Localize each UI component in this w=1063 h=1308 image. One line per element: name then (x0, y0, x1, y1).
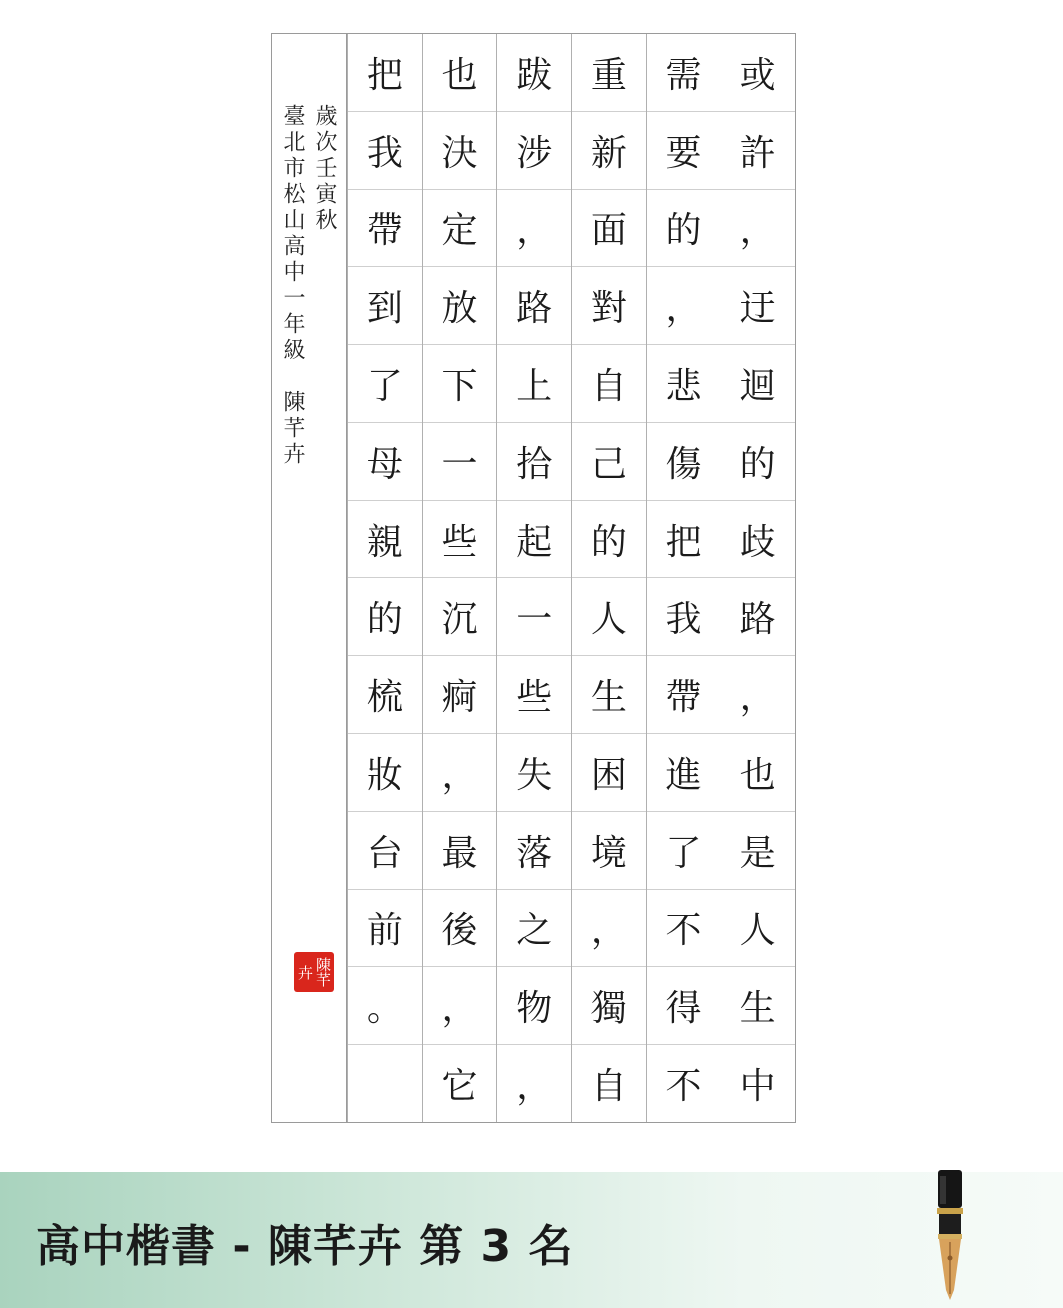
grid-cell: 親 (348, 501, 422, 579)
grid-cell: 痾 (423, 656, 497, 734)
grid-cell (348, 1045, 422, 1122)
grid-cell: 定 (423, 190, 497, 268)
grid-cell: ， (720, 190, 795, 268)
grid-cell: 人 (572, 578, 646, 656)
grid-cell: 母 (348, 423, 422, 501)
grid-cell: 放 (423, 267, 497, 345)
grid-cell: 把 (647, 501, 721, 579)
grid-cell: 些 (497, 656, 571, 734)
grid-cell: 困 (572, 734, 646, 812)
grid-cell: 之 (497, 890, 571, 968)
grid-cell: 是 (720, 812, 795, 890)
inscription-column (272, 34, 347, 1122)
inscription-text: 歲次壬寅秋 臺北市松山高中一年級 陳芊卉 (280, 104, 337, 468)
grid-cell: 台 (348, 812, 422, 890)
grid-cell: ， (423, 734, 497, 812)
grid-cell: 迂 (720, 267, 795, 345)
grid-cell: ， (516, 1066, 553, 1108)
grid-cell: 我 (647, 578, 721, 656)
grid-cell: 面 (572, 190, 646, 268)
fountain-pen-icon (930, 1170, 970, 1300)
grid-cell: 悲 (647, 345, 721, 423)
red-seal-stamp: 陳芊卉 (294, 952, 334, 992)
grid-cell: 許 (720, 112, 795, 190)
grid-cell: 進 (647, 734, 721, 812)
grid-cell: 起 (497, 501, 571, 579)
grid-cell: ， (572, 890, 646, 968)
grid-cell: 新 (572, 112, 646, 190)
grid-cell: 中 (739, 1066, 776, 1108)
grid-cell: 梳 (348, 656, 422, 734)
award-caption: 高中楷書 - 陳芊卉 第 3 名 (36, 1221, 574, 1272)
grid-cell: 自 (590, 1066, 627, 1108)
grid-cell: 迴 (720, 345, 795, 423)
grid-cell: 妝 (348, 734, 422, 812)
grid-cell: 了 (348, 345, 422, 423)
grid-cell: 需 (647, 34, 721, 112)
calligraphy-sheet (271, 33, 796, 1123)
grid-cell: ， (497, 190, 571, 268)
grid-cell: 跋 (497, 34, 571, 112)
caption-banner (0, 1172, 1063, 1308)
grid-cell: 帶 (348, 190, 422, 268)
grid-cell: 後 (423, 890, 497, 968)
grid-cell: 路 (720, 578, 795, 656)
grid-cell: 自 (572, 345, 646, 423)
grid-cell: 的 (348, 578, 422, 656)
grid-column (720, 34, 795, 1122)
grid-cell: 一 (497, 578, 571, 656)
grid-cell: 拾 (497, 423, 571, 501)
grid-column (347, 34, 422, 1122)
grid-cell: 它 (441, 1066, 478, 1108)
grid-cell: 。 (348, 967, 422, 1045)
grid-cell: 涉 (497, 112, 571, 190)
grid-cell: 最 (423, 812, 497, 890)
grid-cell: 落 (497, 812, 571, 890)
grid-column (571, 34, 646, 1122)
grid-cell: 得 (647, 967, 721, 1045)
grid-cell: 了 (647, 812, 721, 890)
grid-cell: 對 (572, 267, 646, 345)
grid-cell: 失 (497, 734, 571, 812)
grid-cell: ， (647, 267, 721, 345)
grid-cell: 下 (423, 345, 497, 423)
grid-cell: 也 (423, 34, 497, 112)
grid-column (422, 34, 497, 1122)
grid-cell: 人 (720, 890, 795, 968)
character-grid (347, 34, 795, 1122)
grid-cell: 也 (720, 734, 795, 812)
grid-cell: 重 (572, 34, 646, 112)
grid-cell: 上 (497, 345, 571, 423)
grid-cell: 些 (423, 501, 497, 579)
grid-cell: 傷 (647, 423, 721, 501)
grid-cell: 要 (647, 112, 721, 190)
grid-cell: 獨 (572, 967, 646, 1045)
grid-cell: 物 (497, 967, 571, 1045)
grid-column (646, 34, 721, 1122)
grid-cell: 沉 (423, 578, 497, 656)
grid-cell: 境 (572, 812, 646, 890)
grid-column (496, 34, 571, 1122)
grid-cell: 路 (497, 267, 571, 345)
grid-cell: 的 (572, 501, 646, 579)
grid-cell: 己 (572, 423, 646, 501)
grid-cell: 不 (665, 1066, 702, 1108)
grid-cell: ， (720, 656, 795, 734)
grid-cell: 到 (348, 267, 422, 345)
grid-cell: ， (423, 967, 497, 1045)
grid-cell: 的 (720, 423, 795, 501)
grid-cell: 決 (423, 112, 497, 190)
grid-cell: 把 (348, 34, 422, 112)
grid-cell: 生 (720, 967, 795, 1045)
grid-cell: 前 (348, 890, 422, 968)
grid-cell: 的 (647, 190, 721, 268)
grid-cell: 生 (572, 656, 646, 734)
grid-cell: 不 (647, 890, 721, 968)
grid-cell: 歧 (720, 501, 795, 579)
grid-cell: 帶 (647, 656, 721, 734)
grid-cell: 我 (348, 112, 422, 190)
grid-cell: 或 (720, 34, 795, 112)
grid-cell: 一 (423, 423, 497, 501)
